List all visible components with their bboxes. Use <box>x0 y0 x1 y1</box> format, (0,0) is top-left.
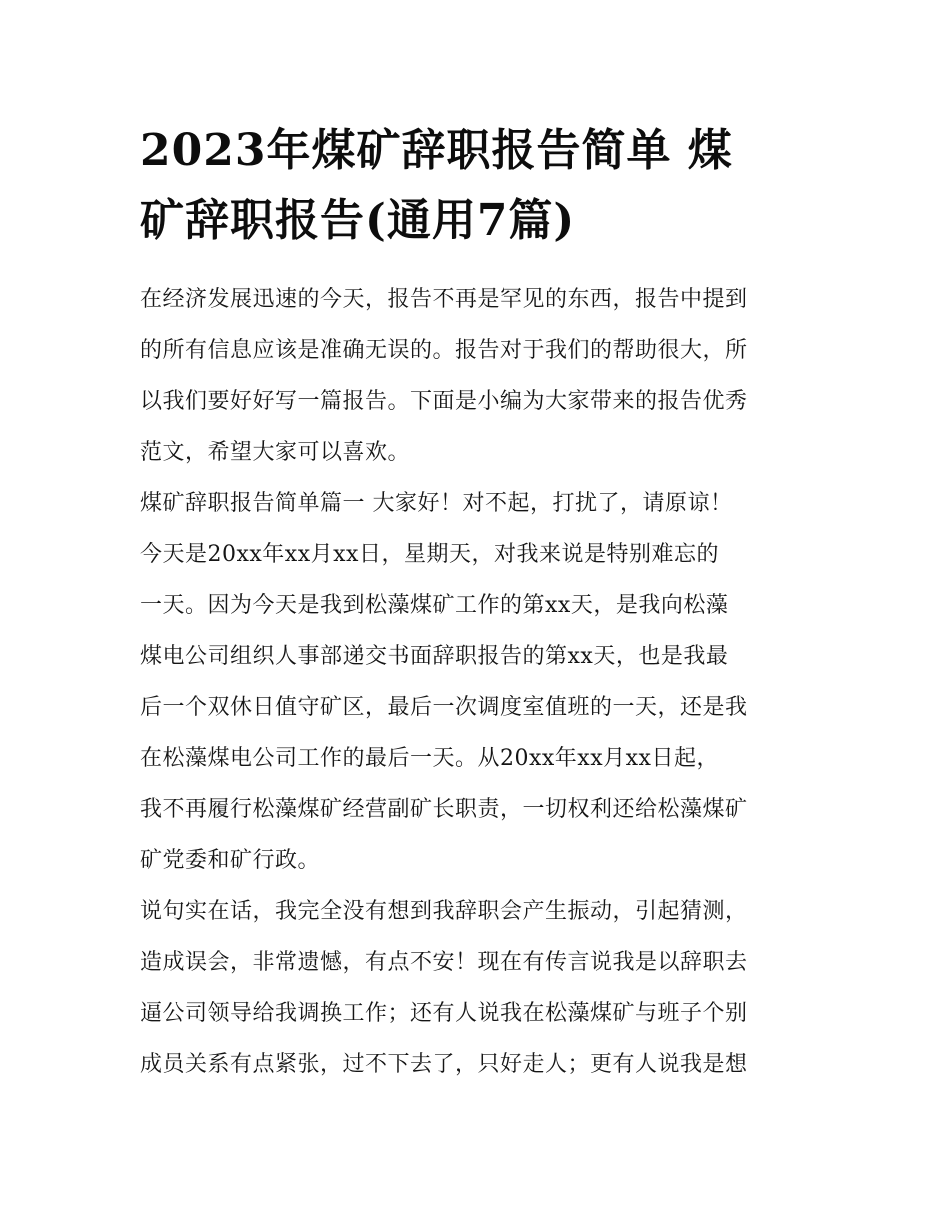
body-line: 矿党委和矿行政。 <box>140 848 321 873</box>
body-line: 在经济发展迅速的今天，报告不再是罕见的东西，报告中提到 <box>140 287 748 312</box>
body-line: 成员关系有点紧张，过不下去了，只好走人；更有人说我是想 <box>140 1052 748 1077</box>
body-line: 以我们要好好写一篇报告。下面是小编为大家带来的报告优秀 <box>140 389 748 414</box>
title-line: 矿辞职报告(通用7篇) <box>140 195 576 246</box>
body-line: 在松藻煤电公司工作的最后一天。从20xx年xx月xx日起， <box>140 746 719 771</box>
body-line: 造成误会，非常遗憾，有点不安！现在有传言说我是以辞职去 <box>140 950 748 975</box>
body-line: 我不再履行松藻煤矿经营副矿长职责，一切权利还给松藻煤矿 <box>140 797 748 822</box>
body-line: 范文，希望大家可以喜欢。 <box>140 440 411 465</box>
document-title <box>140 116 820 256</box>
body-line: 今天是20xx年xx月xx日，星期天，对我来说是特别难忘的 <box>140 542 719 567</box>
document-body <box>140 274 830 1090</box>
title-line: 2023年煤矿辞职报告简单 煤 <box>140 125 733 176</box>
body-line: 煤电公司组织人事部递交书面辞职报告的第xx天，也是我最 <box>140 644 729 669</box>
body-line: 的所有信息应该是准确无误的。报告对于我们的帮助很大，所 <box>140 338 748 363</box>
body-line: 说句实在话，我完全没有想到我辞职会产生振动，引起猜测， <box>140 899 748 924</box>
body-line: 逼公司领导给我调换工作；还有人说我在松藻煤矿与班子个别 <box>140 1001 748 1026</box>
body-line: 煤矿辞职报告简单篇一 大家好！对不起，打扰了，请原谅！ <box>140 491 733 516</box>
body-line: 一天。因为今天是我到松藻煤矿工作的第xx天，是我向松藻 <box>140 593 729 618</box>
body-line: 后一个双休日值守矿区，最后一次调度室值班的一天，还是我 <box>140 695 748 720</box>
